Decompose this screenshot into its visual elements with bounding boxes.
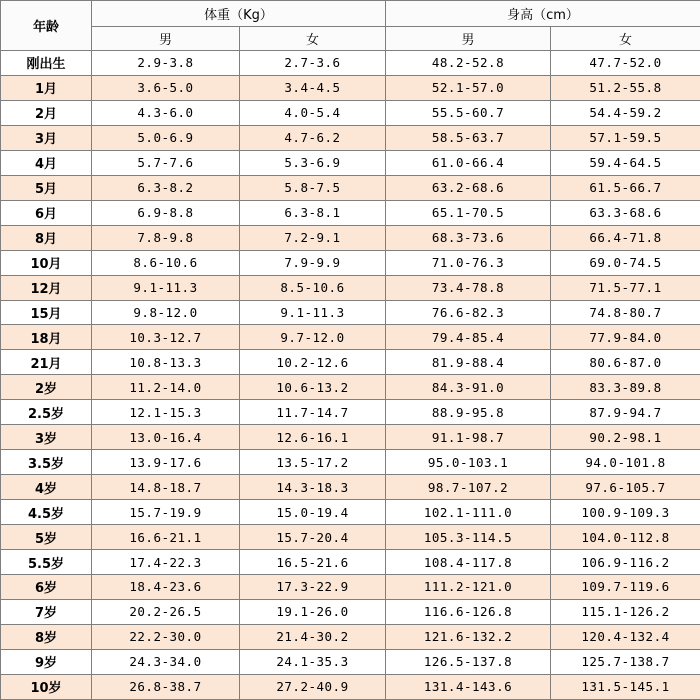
height-female-cell: 87.9-94.7 — [551, 400, 700, 425]
weight-female-cell: 12.6-16.1 — [240, 425, 386, 450]
age-cell: 10月 — [1, 250, 92, 275]
height-female-cell: 83.3-89.8 — [551, 375, 700, 400]
weight-male-cell: 13.0-16.4 — [92, 425, 240, 450]
header-row-1 — [1, 1, 700, 27]
age-cell: 10岁 — [1, 674, 92, 699]
height-male-cell: 88.9-95.8 — [386, 400, 551, 425]
height-female-cell: 74.8-80.7 — [551, 300, 700, 325]
height-male-cell: 58.5-63.7 — [386, 125, 551, 150]
height-female-cell: 54.4-59.2 — [551, 100, 700, 125]
height-male-cell: 52.1-57.0 — [386, 75, 551, 100]
height-female-cell: 66.4-71.8 — [551, 225, 700, 250]
weight-male-cell: 11.2-14.0 — [92, 375, 240, 400]
height-female-cell: 51.2-55.8 — [551, 75, 700, 100]
weight-male-cell: 14.8-18.7 — [92, 475, 240, 500]
height-female-cell: 63.3-68.6 — [551, 200, 700, 225]
table-row — [1, 250, 700, 275]
height-male-cell: 111.2-121.0 — [386, 575, 551, 600]
age-cell: 8月 — [1, 225, 92, 250]
age-cell: 2.5岁 — [1, 400, 92, 425]
table-row — [1, 599, 700, 624]
weight-female-cell: 9.1-11.3 — [240, 300, 386, 325]
height-female-header: 女 — [551, 27, 700, 51]
age-cell: 9岁 — [1, 649, 92, 674]
height-female-cell: 131.5-145.1 — [551, 674, 700, 699]
age-cell: 3.5岁 — [1, 450, 92, 475]
weight-male-cell: 12.1-15.3 — [92, 400, 240, 425]
table-row — [1, 624, 700, 649]
age-cell: 5月 — [1, 175, 92, 200]
age-cell: 6岁 — [1, 575, 92, 600]
age-cell: 8岁 — [1, 624, 92, 649]
height-male-cell: 68.3-73.6 — [386, 225, 551, 250]
age-cell: 5岁 — [1, 525, 92, 550]
height-female-cell: 57.1-59.5 — [551, 125, 700, 150]
weight-female-cell: 14.3-18.3 — [240, 475, 386, 500]
height-female-cell: 80.6-87.0 — [551, 350, 700, 375]
header-row-2 — [1, 27, 700, 51]
weight-female-cell: 8.5-10.6 — [240, 275, 386, 300]
age-column-header: 年龄 — [1, 1, 92, 51]
weight-female-cell: 13.5-17.2 — [240, 450, 386, 475]
height-male-cell: 91.1-98.7 — [386, 425, 551, 450]
weight-male-cell: 6.3-8.2 — [92, 175, 240, 200]
height-female-cell: 94.0-101.8 — [551, 450, 700, 475]
weight-female-cell: 27.2-40.9 — [240, 674, 386, 699]
table-row — [1, 575, 700, 600]
weight-female-cell: 3.4-4.5 — [240, 75, 386, 100]
weight-male-cell: 20.2-26.5 — [92, 599, 240, 624]
height-male-cell: 84.3-91.0 — [386, 375, 551, 400]
weight-male-cell: 6.9-8.8 — [92, 200, 240, 225]
height-female-cell: 47.7-52.0 — [551, 51, 700, 76]
table-row — [1, 674, 700, 699]
age-cell: 2月 — [1, 100, 92, 125]
table-row — [1, 400, 700, 425]
height-female-cell: 109.7-119.6 — [551, 575, 700, 600]
age-cell: 5.5岁 — [1, 550, 92, 575]
height-male-cell: 48.2-52.8 — [386, 51, 551, 76]
weight-male-cell: 13.9-17.6 — [92, 450, 240, 475]
weight-male-cell: 3.6-5.0 — [92, 75, 240, 100]
age-cell: 21月 — [1, 350, 92, 375]
weight-female-cell: 5.8-7.5 — [240, 175, 386, 200]
height-male-cell: 63.2-68.6 — [386, 175, 551, 200]
age-cell: 3月 — [1, 125, 92, 150]
table-row — [1, 550, 700, 575]
weight-male-cell: 9.8-12.0 — [92, 300, 240, 325]
table-row — [1, 325, 700, 350]
table-row — [1, 350, 700, 375]
weight-male-cell: 18.4-23.6 — [92, 575, 240, 600]
height-female-cell: 61.5-66.7 — [551, 175, 700, 200]
weight-female-cell: 15.0-19.4 — [240, 500, 386, 525]
weight-female-cell: 4.7-6.2 — [240, 125, 386, 150]
height-female-cell: 106.9-116.2 — [551, 550, 700, 575]
age-cell: 15月 — [1, 300, 92, 325]
height-female-cell: 125.7-138.7 — [551, 649, 700, 674]
weight-female-header: 女 — [240, 27, 386, 51]
weight-male-cell: 17.4-22.3 — [92, 550, 240, 575]
height-female-cell: 90.2-98.1 — [551, 425, 700, 450]
weight-female-cell: 4.0-5.4 — [240, 100, 386, 125]
table-row — [1, 425, 700, 450]
weight-female-cell: 9.7-12.0 — [240, 325, 386, 350]
weight-male-header: 男 — [92, 27, 240, 51]
weight-female-cell: 6.3-8.1 — [240, 200, 386, 225]
height-male-cell: 126.5-137.8 — [386, 649, 551, 674]
table-row — [1, 649, 700, 674]
age-cell: 12月 — [1, 275, 92, 300]
height-male-cell: 105.3-114.5 — [386, 525, 551, 550]
table-row — [1, 51, 700, 76]
age-cell: 4月 — [1, 150, 92, 175]
weight-male-cell: 5.0-6.9 — [92, 125, 240, 150]
weight-female-cell: 19.1-26.0 — [240, 599, 386, 624]
table-row — [1, 200, 700, 225]
height-male-cell: 102.1-111.0 — [386, 500, 551, 525]
height-male-cell: 55.5-60.7 — [386, 100, 551, 125]
weight-male-cell: 5.7-7.6 — [92, 150, 240, 175]
height-female-cell: 115.1-126.2 — [551, 599, 700, 624]
weight-female-cell: 5.3-6.9 — [240, 150, 386, 175]
weight-female-cell: 7.9-9.9 — [240, 250, 386, 275]
weight-female-cell: 11.7-14.7 — [240, 400, 386, 425]
height-male-cell: 116.6-126.8 — [386, 599, 551, 624]
table-row — [1, 175, 700, 200]
weight-male-cell: 10.8-13.3 — [92, 350, 240, 375]
age-cell: 4岁 — [1, 475, 92, 500]
height-male-cell: 71.0-76.3 — [386, 250, 551, 275]
weight-female-cell: 17.3-22.9 — [240, 575, 386, 600]
weight-female-cell: 10.6-13.2 — [240, 375, 386, 400]
weight-column-group-header: 体重（Kg） — [92, 1, 386, 27]
height-male-cell: 108.4-117.8 — [386, 550, 551, 575]
weight-male-cell: 2.9-3.8 — [92, 51, 240, 76]
table-body — [1, 51, 700, 700]
age-cell: 7岁 — [1, 599, 92, 624]
height-male-cell: 95.0-103.1 — [386, 450, 551, 475]
height-female-cell: 104.0-112.8 — [551, 525, 700, 550]
table-row — [1, 75, 700, 100]
weight-male-cell: 24.3-34.0 — [92, 649, 240, 674]
weight-female-cell: 16.5-21.6 — [240, 550, 386, 575]
height-male-cell: 76.6-82.3 — [386, 300, 551, 325]
height-male-cell: 61.0-66.4 — [386, 150, 551, 175]
age-cell: 18月 — [1, 325, 92, 350]
height-male-cell: 121.6-132.2 — [386, 624, 551, 649]
table-row — [1, 500, 700, 525]
table-row — [1, 125, 700, 150]
age-cell: 2岁 — [1, 375, 92, 400]
height-female-cell: 120.4-132.4 — [551, 624, 700, 649]
age-cell: 6月 — [1, 200, 92, 225]
height-male-header: 男 — [386, 27, 551, 51]
height-male-cell: 131.4-143.6 — [386, 674, 551, 699]
height-male-cell: 73.4-78.8 — [386, 275, 551, 300]
weight-male-cell: 15.7-19.9 — [92, 500, 240, 525]
height-column-group-header: 身高（cm） — [386, 1, 700, 27]
weight-female-cell: 7.2-9.1 — [240, 225, 386, 250]
height-female-cell: 59.4-64.5 — [551, 150, 700, 175]
weight-male-cell: 22.2-30.0 — [92, 624, 240, 649]
weight-male-cell: 4.3-6.0 — [92, 100, 240, 125]
weight-male-cell: 16.6-21.1 — [92, 525, 240, 550]
table-row — [1, 300, 700, 325]
weight-male-cell: 26.8-38.7 — [92, 674, 240, 699]
table-row — [1, 150, 700, 175]
weight-female-cell: 2.7-3.6 — [240, 51, 386, 76]
age-cell: 1月 — [1, 75, 92, 100]
height-male-cell: 65.1-70.5 — [386, 200, 551, 225]
height-female-cell: 77.9-84.0 — [551, 325, 700, 350]
age-cell: 4.5岁 — [1, 500, 92, 525]
table-row — [1, 475, 700, 500]
weight-male-cell: 8.6-10.6 — [92, 250, 240, 275]
table-row — [1, 100, 700, 125]
height-male-cell: 79.4-85.4 — [386, 325, 551, 350]
weight-male-cell: 10.3-12.7 — [92, 325, 240, 350]
table-row — [1, 225, 700, 250]
age-cell: 3岁 — [1, 425, 92, 450]
weight-female-cell: 21.4-30.2 — [240, 624, 386, 649]
weight-male-cell: 9.1-11.3 — [92, 275, 240, 300]
weight-female-cell: 10.2-12.6 — [240, 350, 386, 375]
height-female-cell: 69.0-74.5 — [551, 250, 700, 275]
height-female-cell: 71.5-77.1 — [551, 275, 700, 300]
height-male-cell: 81.9-88.4 — [386, 350, 551, 375]
table-row — [1, 375, 700, 400]
table-row — [1, 525, 700, 550]
table-row — [1, 275, 700, 300]
age-cell: 刚出生 — [1, 51, 92, 76]
height-female-cell: 100.9-109.3 — [551, 500, 700, 525]
weight-female-cell: 24.1-35.3 — [240, 649, 386, 674]
height-female-cell: 97.6-105.7 — [551, 475, 700, 500]
table-row — [1, 450, 700, 475]
weight-male-cell: 7.8-9.8 — [92, 225, 240, 250]
weight-female-cell: 15.7-20.4 — [240, 525, 386, 550]
height-male-cell: 98.7-107.2 — [386, 475, 551, 500]
